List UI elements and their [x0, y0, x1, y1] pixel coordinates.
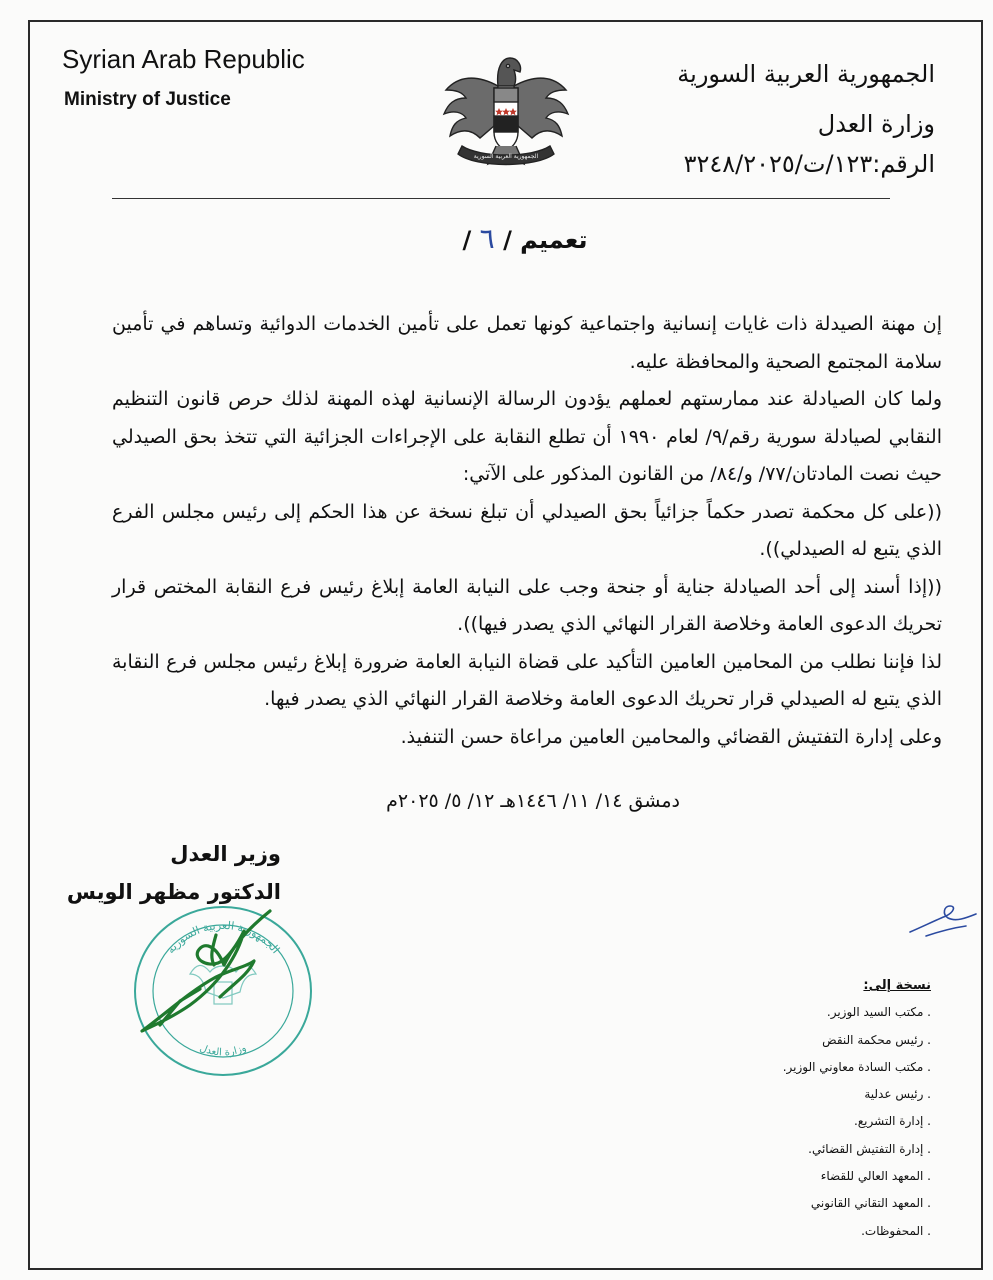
ministry-name-en: Ministry of Justice: [64, 89, 231, 110]
reference-number: الرقم:١٢٣/ت/٣٢٤٨/٢٠٢٥: [683, 150, 935, 178]
initials-mark-icon: [906, 896, 986, 940]
circular-number: ٦: [479, 222, 495, 255]
paragraph-closing: وعلى إدارة التفتيش القضائي والمحامين العامين مراعاة حسن التنفيذ.: [400, 725, 942, 748]
country-name-ar: الجمهورية العربية السورية: [677, 60, 935, 88]
eagle-emblem-icon: [436, 46, 576, 174]
list-item: . إدارة التشريع.: [853, 1114, 931, 1129]
circular-title: [420, 222, 630, 255]
signature-icon: [120, 905, 320, 1045]
ministry-name-ar: وزارة العدل: [817, 110, 935, 138]
copies-heading: نسخة إلى:: [863, 978, 931, 993]
list-item: . رئيس عدلية: [864, 1087, 931, 1102]
paragraph-law-reference: ولما كان الصيادلة عند ممارستهم لعملهم يؤدون الرسالة الإنسانية لهذه المهنة لذلك حرص قانون التنظيم النقابي لصيادلة سورية رقم/٩/ لعام ١٩٩٠ أن تطلع النقابة على الإجراءات الجزائية التي تتخذ بحق الصيدلي حيث نصت المادتان/٧٧/ و/٨٤/ من القانون المذكور على الآتي:: [112, 388, 942, 485]
paragraph-article-84: ((إذا أسند إلى أحد الصيادلة جناية أو جنحة وجب على النيابة العامة إبلاغ رئيس فرع النقابة المختص قرار تحريك الدعوى العامة وخلاصة القرار النهائي الذي يصدر فيها)).: [112, 575, 942, 635]
circular-suffix: /: [462, 226, 472, 254]
list-item: . المعهد العالي للقضاء: [820, 1169, 931, 1184]
circular-label: تعميم /: [503, 226, 588, 254]
country-name-en: Syrian Arab Republic: [62, 44, 305, 74]
letter-body: [112, 306, 942, 756]
list-item: . إدارة التفتيش القضائي.: [808, 1141, 931, 1156]
list-item: . المعهد التقاني القانوني: [810, 1196, 931, 1211]
list-item: . مكتب السادة معاوني الوزير.: [782, 1059, 931, 1074]
paragraph-request: لذا فإننا نطلب من المحامين العامين التأكيد على قضاة النيابة العامة ضرورة إبلاغ رئيس مجلس فرع النقابة الذي يتبع له الصيدلي قرار تحريك الدعوى العامة وخلاصة القرار النهائي الذي يصدر فيها.: [112, 650, 942, 710]
header-divider: [112, 198, 890, 199]
list-item: . مكتب السيد الوزير.: [826, 1005, 931, 1020]
paragraph-article-77: ((على كل محكمة تصدر حكماً جزائياً بحق الصيدلي أن تبلغ نسخة عن هذا الحكم إلى رئيس مجلس الفرع الذي يتبع له الصيدلي)).: [112, 500, 942, 560]
emblem-ribbon-text: الجمهورية العربية السورية: [473, 153, 539, 160]
list-item: . رئيس محكمة النقض: [822, 1032, 931, 1047]
stamp-text-bottom: وزارة العدل: [198, 1042, 248, 1059]
letter-date: دمشق ١٤/ ١١/ ١٤٤٦هـ ١٢/ ٥/ ٢٠٢٥م: [386, 790, 680, 812]
signer-title: وزير العدل: [170, 842, 281, 866]
copies-list: [671, 972, 931, 1245]
stamp-text-top: الجمهورية العربية السورية: [163, 918, 283, 957]
signer-name: الدكتور مظهر الويس: [66, 880, 281, 904]
list-item: . المحفوظات.: [861, 1223, 931, 1238]
paragraph-intro: إن مهنة الصيدلة ذات غايات إنسانية واجتماعية كونها تعمل على تأمين الخدمات الدوائية وتساهم في تأمين سلامة المجتمع الصحية والمحافظة عليه.: [112, 313, 942, 373]
